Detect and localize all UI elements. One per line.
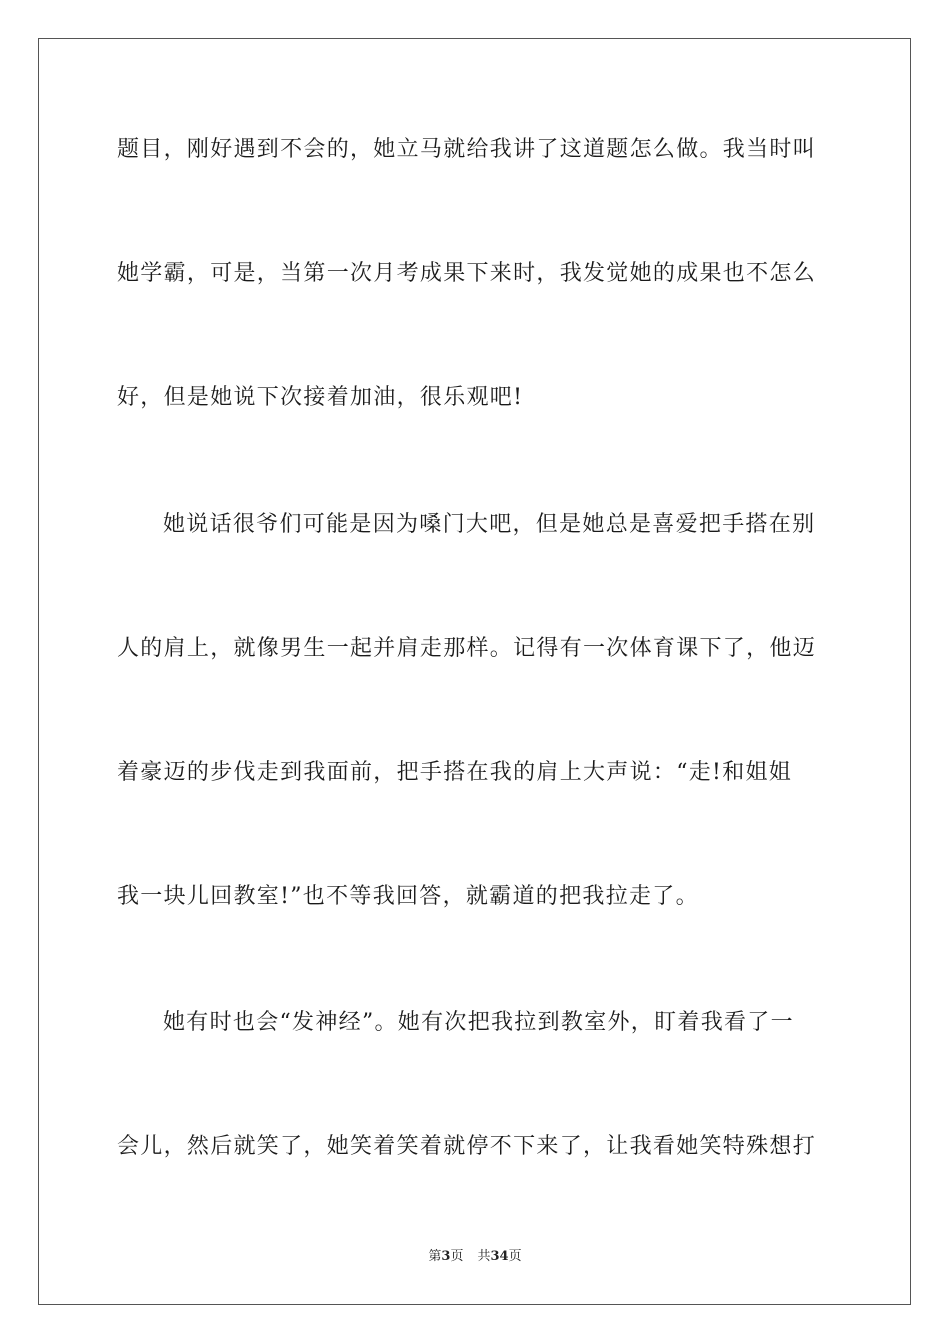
- paragraph-first-line: 她有时也会“发神经”。她有次把我拉到教室外，盯着我看了一: [163, 1010, 794, 1035]
- page-footer: [0, 1248, 950, 1266]
- total-suffix: 页: [508, 1249, 522, 1264]
- page-border: [38, 38, 911, 1305]
- current-page-number: 3: [441, 1249, 451, 1264]
- page-suffix: 页: [450, 1249, 464, 1264]
- text-line: 人的肩上，就像男生一起并肩走那样。记得有一次体育课下了，他迈: [117, 636, 817, 661]
- page-prefix: 第: [428, 1249, 442, 1264]
- paragraph-first-line: 她说话很爷们可能是因为嗓门大吧，但是她总是喜爱把手搭在别: [163, 512, 816, 537]
- total-prefix: 共: [477, 1249, 491, 1264]
- text-line: 我一块儿回教室!”也不等我回答，就霸道的把我拉走了。: [117, 884, 699, 909]
- text-line: 她学霸，可是，当第一次月考成果下来时，我发觉她的成果也不怎么: [117, 261, 817, 286]
- text-line: 会儿，然后就笑了，她笑着笑着就停不下来了，让我看她笑特殊想打: [117, 1134, 817, 1159]
- total-pages-number: 34: [490, 1249, 509, 1264]
- text-line: 好，但是她说下次接着加油，很乐观吧!: [117, 385, 524, 410]
- text-line: 题目，刚好遇到不会的，她立马就给我讲了这道题怎么做。我当时叫: [117, 137, 817, 162]
- text-line: 着豪迈的步伐走到我面前，把手搭在我的肩上大声说：“走!和姐姐: [117, 760, 793, 785]
